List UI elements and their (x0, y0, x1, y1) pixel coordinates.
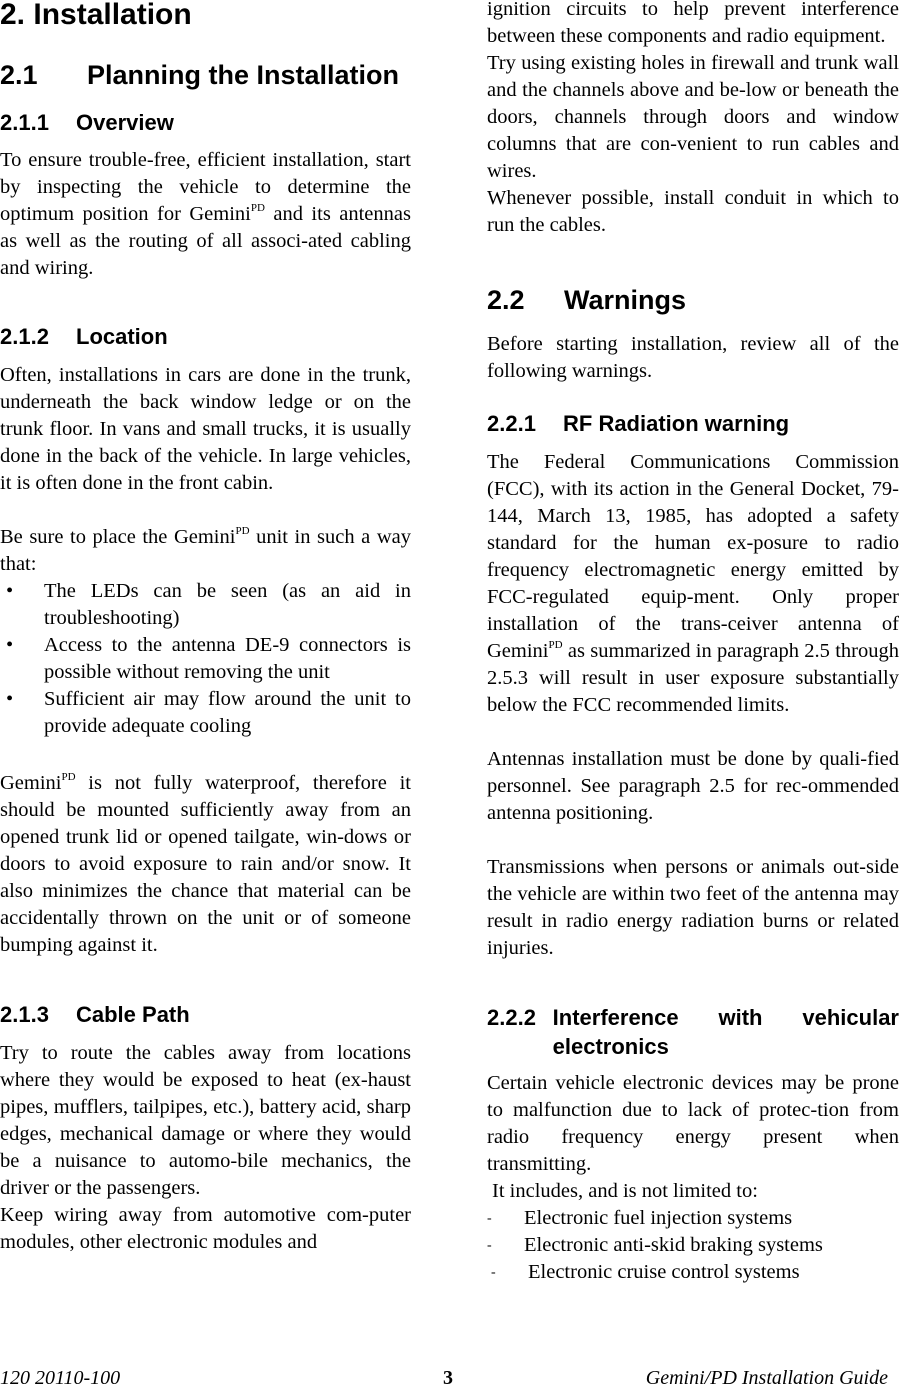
location-paragraph-3: Gemini$^{PD}$ is not fully waterproof, therefore it should be mounted sufficiently away from an opened trunk lid or opened tailgate, win-dows or doors to avoid exposure to rain and/or snow. It also minimizes the chance that material can be accidentally thrown on the unit or of someone bumping against it. (0, 771, 411, 956)
list-item: • Access to the antenna DE-9 connectors is possible without removing the unit (0, 632, 411, 686)
cable-path-paragraph-2: Keep wiring away from automotive com-puter modules, other electronic modules and (0, 1204, 411, 1253)
bullet-icon: • (6, 634, 14, 656)
section-number: 2.1 (0, 60, 38, 90)
cable-path-paragraph-1: Try to route the cables away from locations where they would be exposed to heat (ex-haust pipes, mufflers, tailpipes, etc.), battery acid, sharp edges, mechanical damage or where they would be a nuisance to automo-bile mechanics, the driver or the passengers. (0, 1042, 411, 1199)
dash-icon: - (487, 1211, 492, 1226)
rf-warning-paragraph-1: The Federal Communications Commission (FCC), with its action in the General Docket, 79-144, March 13, 1985, has adopted a safety standard for the human ex-posure to radio frequency electromagnetic energy emitted by FCC-regulated equip-ment. Only proper installation of the trans-ceiver antenna of Gemini$^{PD}$ as summarized in paragraph 2.5 through 2.5.3 will result in user exposure substantially below the FCC recommended limits. (487, 451, 899, 716)
interference-paragraph-1: Certain vehicle electronic devices may be prone to malfunction due to lack of protec-tion from radio frequency energy present when transmitting. (487, 1072, 899, 1175)
right-column (487, 0, 899, 1286)
rf-warning-paragraph-3: Transmissions when persons or animals out-side the vehicle are within two feet of the antenna may result in radio energy radiation burns or related injuries. (487, 856, 899, 959)
section-number: 2.2.1 (487, 411, 536, 436)
left-column (0, 0, 411, 1256)
dash-icon: - (491, 1265, 496, 1280)
section-2-1-heading (0, 58, 411, 93)
section-2-2-2-heading (487, 1003, 899, 1061)
section-2-1-1-heading (0, 109, 411, 137)
interference-paragraph-2: It includes, and is not limited to: (492, 1180, 758, 1202)
cable-path-paragraph-3: Try using existing holes in firewall and trunk wall and the channels above and be-low or beneath the doors, channels through doors and window columns that are con-venient to run cables and wires. (487, 52, 899, 182)
list-item: - Electronic cruise control systems (487, 1259, 899, 1286)
bullet-icon: • (6, 580, 14, 602)
cable-path-paragraph-4: Whenever possible, install conduit in which to run the cables. (487, 187, 899, 236)
footer-page-number: 3 (443, 1367, 453, 1389)
section-title: Location (76, 324, 168, 349)
section-title: Planning the Installation (87, 60, 400, 90)
section-number: 2.1.1 (0, 110, 49, 135)
interference-dash-list (487, 1205, 899, 1286)
rf-warning-paragraph-2: Antennas installation must be done by quali-fied personnel. See paragraph 2.5 for rec-ommended antenna positioning. (487, 748, 899, 824)
footer-doc-number: 120 20110-100 (0, 1367, 121, 1389)
list-item: • The LEDs can be seen (as an aid in troubleshooting) (0, 578, 411, 632)
section-2-1-3-heading (0, 1001, 411, 1029)
section-2-2-1-heading (487, 410, 899, 438)
chapter-title: 2. Installation (0, 0, 192, 31)
section-title: RF Radiation warning (563, 411, 790, 436)
cable-path-continuation: ignition circuits to help prevent interference between these components and radio equipment. (487, 0, 899, 47)
section-title: Overview (76, 110, 174, 135)
location-paragraph-2: Be sure to place the Gemini$^{PD}$ unit in such a way that: (0, 525, 411, 575)
location-paragraph-1: Often, installations in cars are done in the trunk, underneath the back window ledge or on the trunk floor. In vans and small trucks, it is usually done in the back of the vehicle. In large vehicles, it is often done in the front cabin. (0, 364, 411, 494)
section-2-1-2-heading (0, 323, 411, 351)
section-number: 2.1.2 (0, 324, 49, 349)
section-2-2-heading (487, 283, 899, 318)
warnings-intro-paragraph: Before starting installation, review all of the following warnings. (487, 333, 899, 382)
section-number: 2.2.2 (487, 1005, 536, 1030)
list-item: • Sufficient air may flow around the unit to provide adequate cooling (0, 686, 411, 740)
section-number: 2.2 (487, 285, 525, 315)
section-title: Interference with vehicular electronics (552, 1005, 899, 1059)
section-title: Warnings (564, 285, 687, 315)
list-item: - Electronic anti-skid braking systems (487, 1232, 899, 1259)
section-number: 2.1.3 (0, 1002, 49, 1027)
overview-paragraph: To ensure trouble-free, efficient installation, start by inspecting the vehicle to determine the optimum position for Gemini$^{PD}$ and its antennas as well as the routing of all associ-ated cabling and wiring. (0, 149, 411, 279)
list-item: - Electronic fuel injection systems (487, 1205, 899, 1232)
footer-guide-title: Gemini/PD Installation Guide (645, 1367, 888, 1389)
placement-bullet-list (0, 578, 411, 740)
bullet-icon: • (6, 688, 14, 710)
section-title: Cable Path (76, 1002, 190, 1027)
dash-icon: - (487, 1238, 492, 1253)
